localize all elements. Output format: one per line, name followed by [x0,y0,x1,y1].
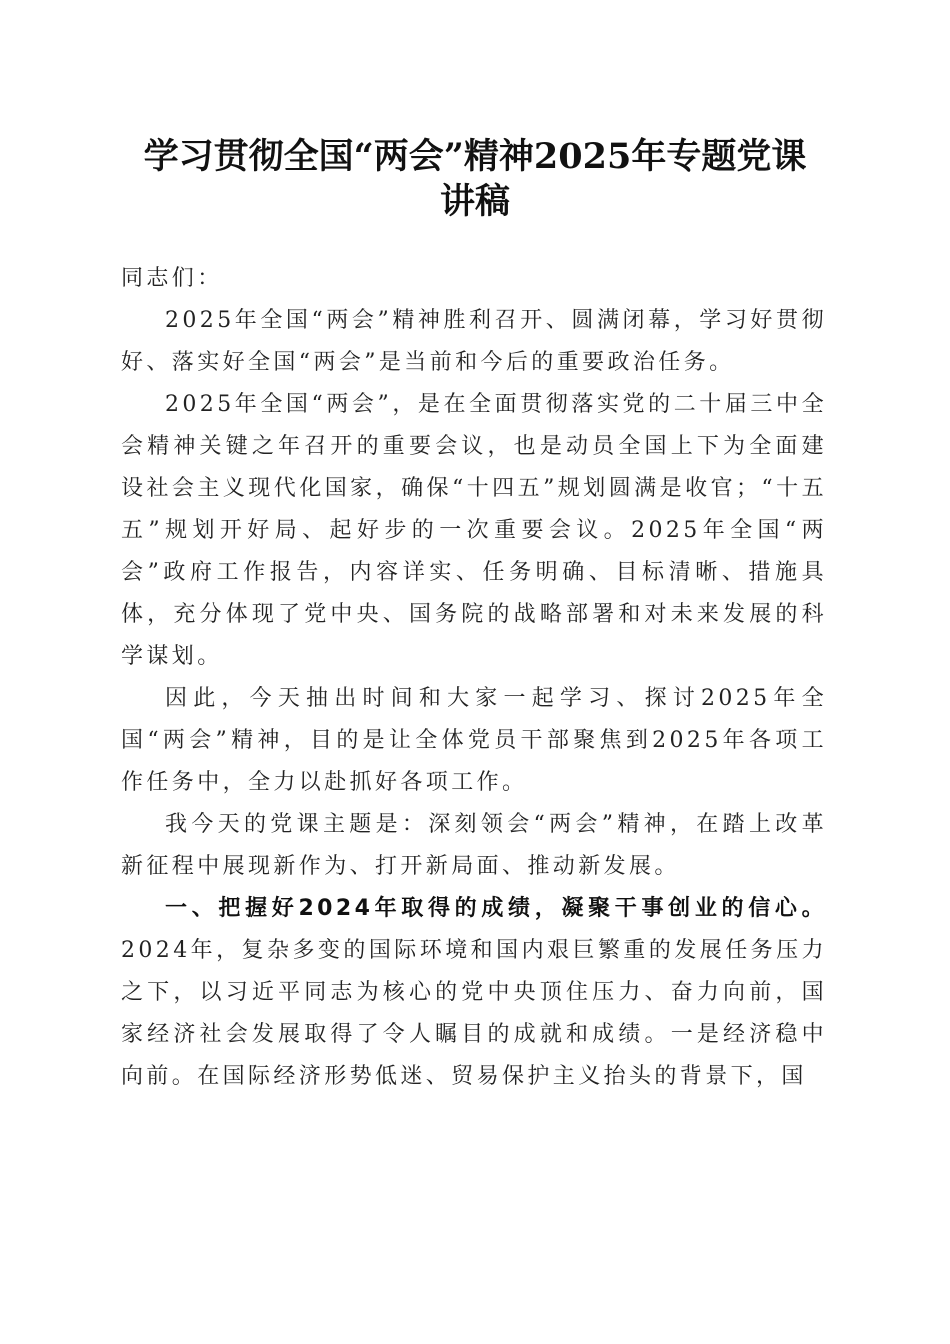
paragraph: 因此，今天抽出时间和大家一起学习、探讨2025年全国“两会”精神，目的是让全体党员干部聚焦到2025年各项工作任务中，全力以赴抓好各项工作。 [121,686,827,795]
section-paragraph [121,888,827,1098]
title-line-1: 学习贯彻全国“两会”精神2025年专题党课 [143,136,807,177]
paragraph: 我今天的党课主题是：深刻领会“两会”精神，在踏上改革新征程中展现新作为、打开新局面、推动新发展。 [121,812,827,879]
salutation: 同志们： [121,266,223,291]
document-body [121,258,827,1098]
paragraph: 2025年全国“两会”，是在全面贯彻落实党的二十届三中全会精神关键之年召开的重要会议，也是动员全国上下为全面建设社会主义现代化国家，确保“十四五”规划圆满是收官；“十五五”规划开好局、起好步的一次重要会议。2025年全国“两会”政府工作报告，内容详实、任务明确、目标清晰、措施具体，充分体现了党中央、国务院的战略部署和对未来发展的科学谋划。 [121,392,827,669]
paragraph: 2025年全国“两会”精神胜利召开、圆满闭幕，学习好贯彻好、落实好全国“两会”是当前和今后的重要政治任务。 [121,308,827,375]
section-body: 2024年，复杂多变的国际环境和国内艰巨繁重的发展任务压力之下，以习近平同志为核心的党中央顶住压力、奋力向前，国家经济社会发展取得了令人瞩目的成就和成绩。一是经济稳中向前。在国际经济形势低迷、贸易保护主义抬头的背景下，国 [121,938,827,1089]
page-title [100,134,850,224]
section-heading: 一、把握好2024年取得的成绩，凝聚干事创业的信心。 [165,896,827,921]
title-line-2: 讲稿 [439,181,510,222]
